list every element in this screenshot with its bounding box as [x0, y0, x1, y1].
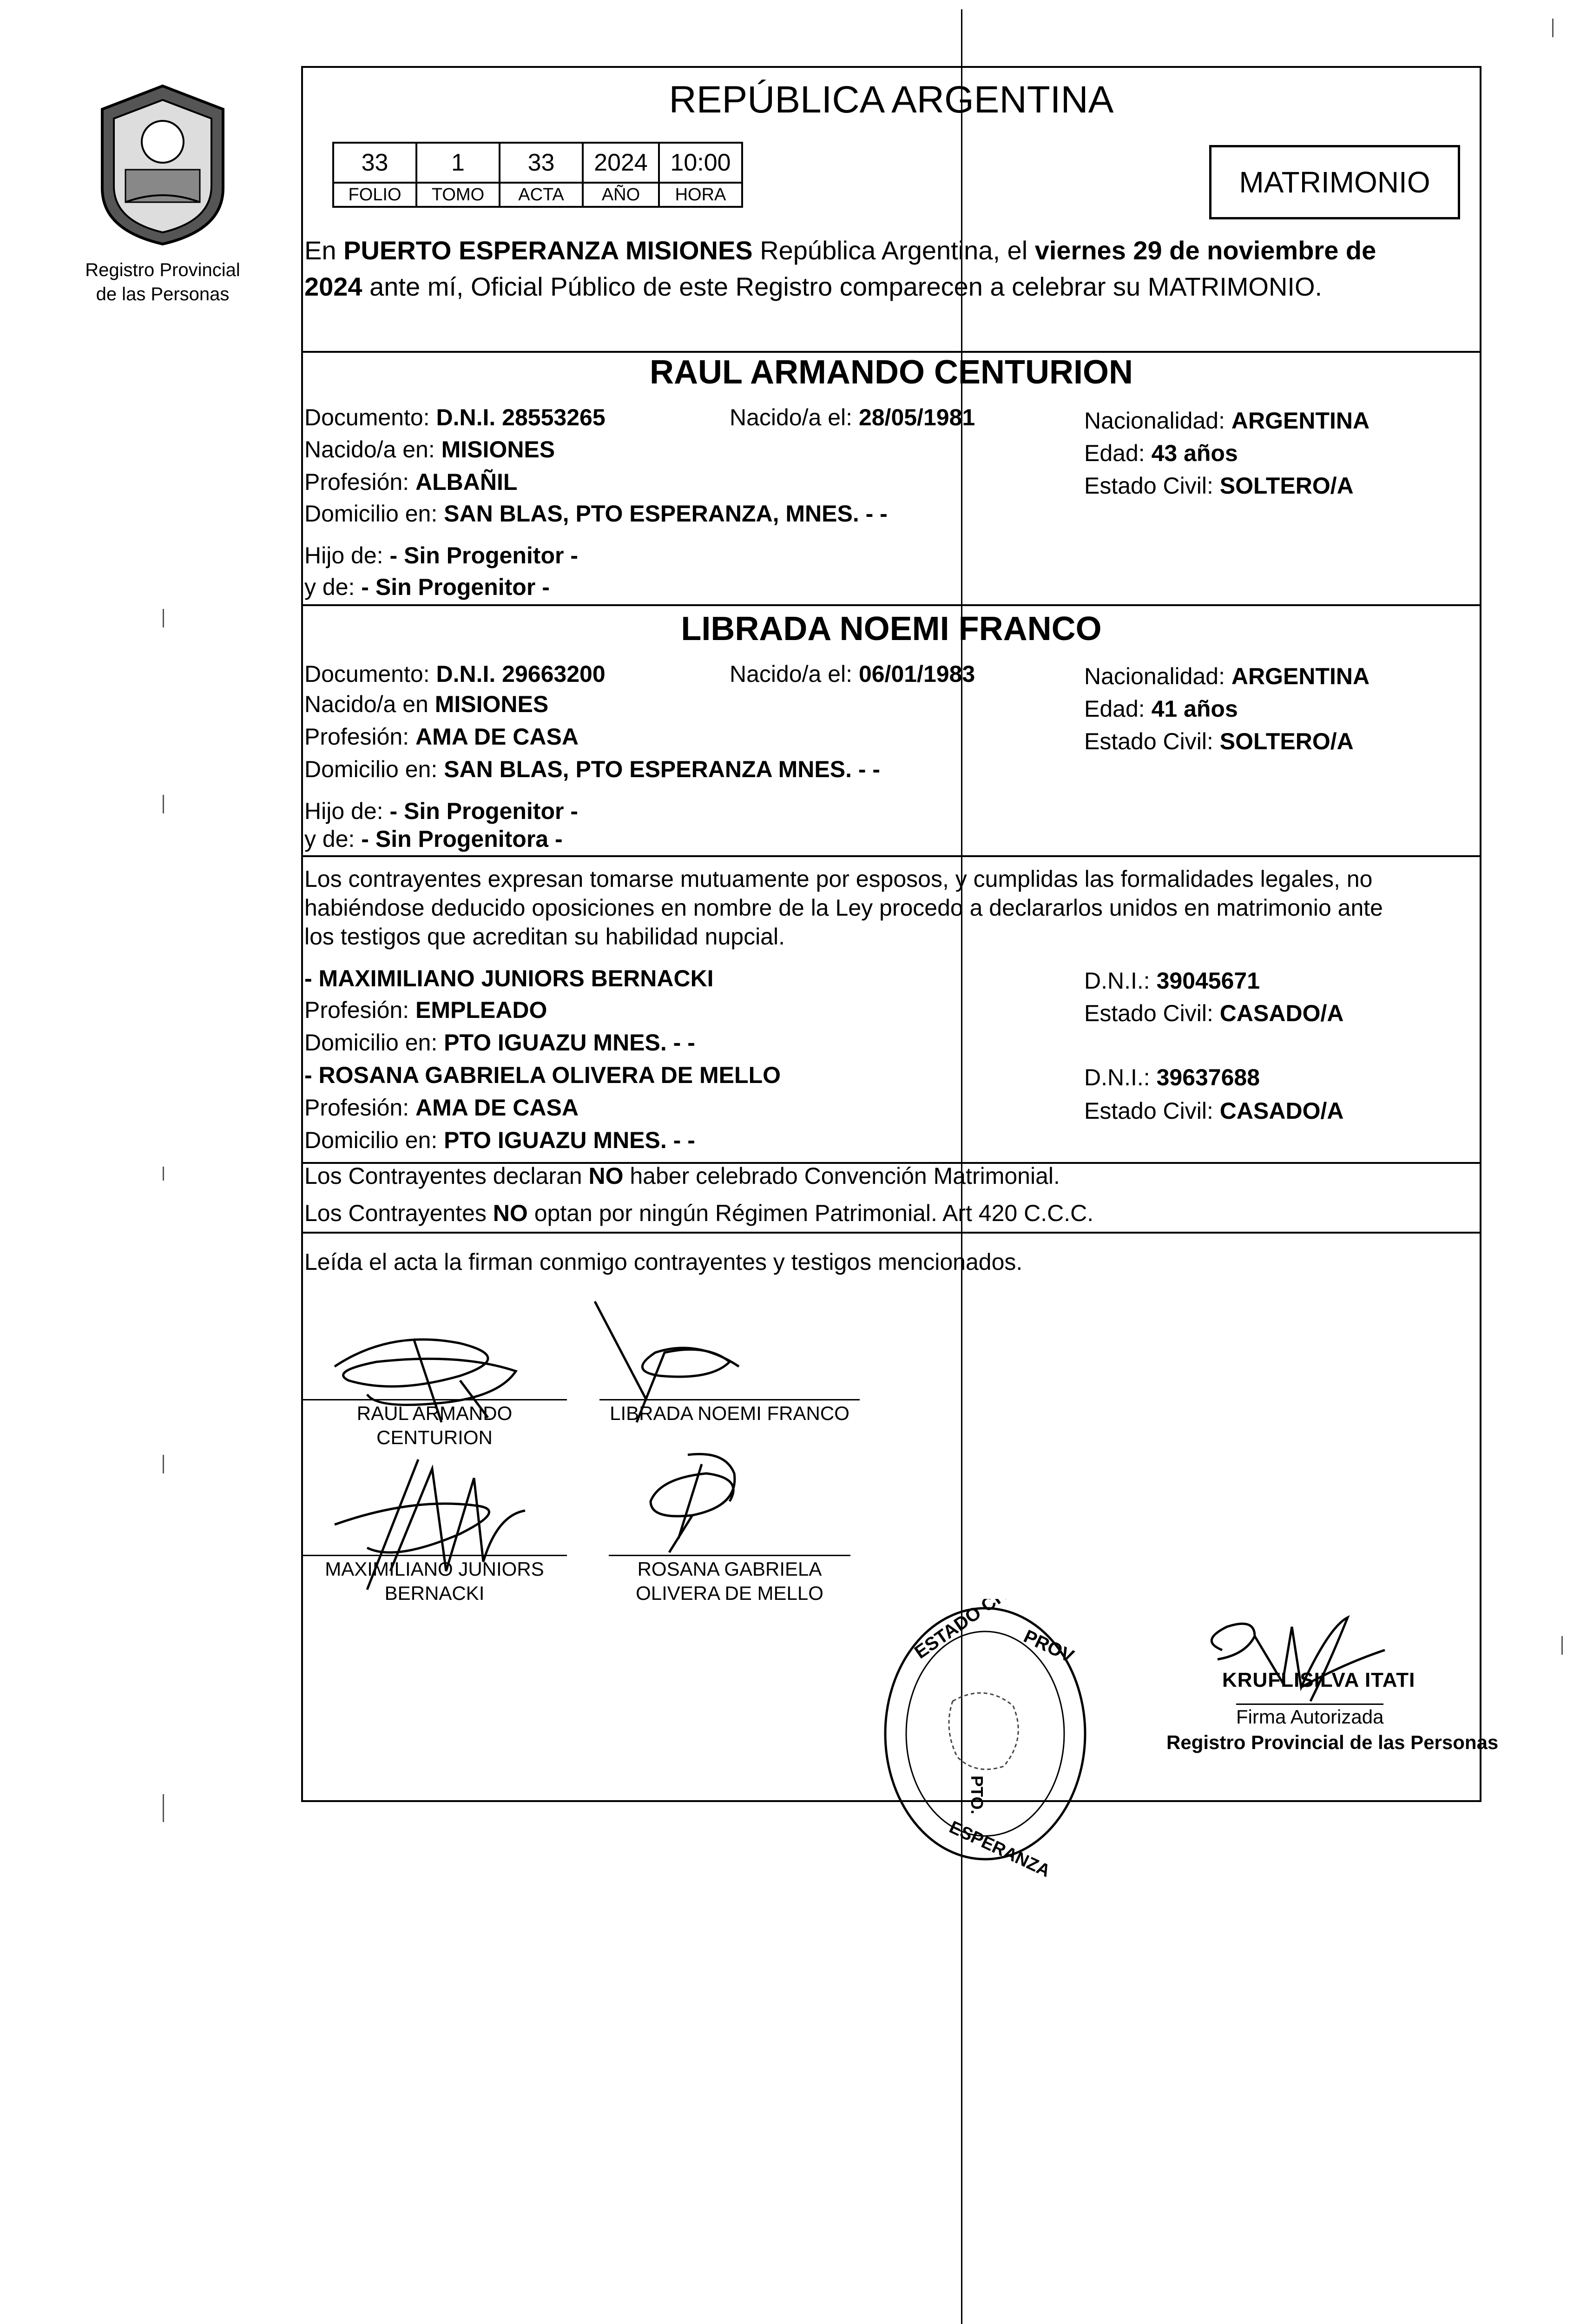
spouse1-document [304, 403, 606, 431]
label: Estado Civil: [1084, 473, 1220, 499]
intro-text-2: República Argentina, el [752, 236, 1035, 265]
declaration-line1: Los contrayentes expresan tomarse mutuamente por esposos, y cumplidas las formalidades legales, no [304, 866, 1373, 892]
value: MISIONES [434, 691, 549, 717]
intro-place: PUERTO ESPERANZA MISIONES [343, 236, 753, 265]
label: Domicilio en: [304, 501, 444, 527]
signature-label-line: CENTURION [376, 1426, 493, 1448]
label: Hijo de: [304, 542, 390, 568]
spouse1-parent2 [304, 573, 550, 601]
value: - Sin Progenitora - [361, 826, 563, 852]
witness1-dni [1084, 967, 1260, 995]
margin-tick [163, 1794, 164, 1822]
value: 06/01/1983 [858, 661, 975, 687]
official-authorized-signature: Firma Autorizada [1236, 1703, 1383, 1728]
signature-label-line: RAUL ARMANDO [356, 1402, 513, 1424]
value: D.N.I. 28553265 [436, 404, 606, 430]
regime-patrimonial [304, 1199, 1093, 1227]
label: y de: [304, 574, 362, 600]
spouse2-nationality [1084, 662, 1369, 690]
spouse2-parent1 [304, 797, 578, 825]
label: Estado Civil: [1084, 1098, 1220, 1124]
intro-date: viernes 29 de noviembre de [1034, 236, 1376, 265]
svg-text:PROV: PROV [1020, 1626, 1077, 1667]
official-signature [1190, 1608, 1403, 1717]
logo-caption-line2: de las Personas [96, 284, 230, 304]
acta-value: 33 [500, 143, 583, 183]
value: SAN BLAS, PTO ESPERANZA MNES. - - [444, 756, 881, 782]
value: D.N.I. 29663200 [436, 661, 606, 687]
value: MISIONES [441, 436, 555, 462]
margin-tick [163, 1167, 164, 1181]
folio-value: 33 [333, 143, 416, 183]
signature-label-line: OLIVERA DE MELLO [636, 1582, 823, 1604]
value: ALBAÑIL [415, 469, 518, 495]
label: Domicilio en: [304, 1127, 444, 1153]
label: Nacionalidad: [1084, 663, 1231, 689]
registry-seal-stamp [874, 1599, 1097, 1880]
text: Los Contrayentes declaran [304, 1163, 589, 1189]
witness2-address [304, 1126, 695, 1154]
label: D.N.I.: [1084, 1064, 1157, 1090]
signature-label-line: MAXIMILIANO JUNIORS [325, 1558, 544, 1580]
emphasis: NO [588, 1163, 624, 1189]
witness2-civil-status [1084, 1097, 1343, 1125]
tomo-label: TOMO [416, 183, 500, 207]
signature-scribble [623, 1446, 762, 1559]
label: Domicilio en: [304, 1030, 444, 1056]
official-registry-name [1166, 1731, 1498, 1754]
label: Domicilio en: [304, 756, 444, 782]
spouse1-parent1 [304, 541, 578, 569]
intro-year: 2024 [304, 272, 362, 301]
witness1-name: - MAXIMILIANO JUNIORS BERNACKI [304, 965, 714, 991]
text: Los Contrayentes [304, 1200, 493, 1226]
spouse2-profession [304, 723, 579, 751]
witness1-civil-status [1084, 999, 1343, 1027]
svg-text:ESTADO CIVIL: ESTADO CIVIL [910, 1599, 1028, 1663]
acta-label: ACTA [500, 183, 583, 207]
label: Profesión: [304, 469, 416, 495]
value: 39637688 [1156, 1064, 1260, 1090]
rule-spouse2 [301, 855, 1481, 857]
anio-value: 2024 [583, 143, 659, 183]
label: Nacido/a el: [730, 661, 859, 687]
value: CASADO/A [1219, 1098, 1344, 1124]
spouse1-nationality [1084, 407, 1369, 435]
signature-line [302, 1555, 567, 1556]
spouse1-age [1084, 439, 1238, 467]
logo-caption-line1: Registro Provincial [85, 260, 240, 280]
value: PTO IGUAZU MNES. - - [444, 1127, 695, 1153]
spouse2-address [304, 755, 880, 783]
intro-text-1: En [304, 236, 344, 265]
hora-value: 10:00 [659, 143, 742, 183]
label: Profesión: [304, 997, 416, 1023]
signature-label-witness1 [302, 1557, 567, 1605]
value: ARGENTINA [1231, 663, 1370, 689]
label: Nacionalidad: [1084, 408, 1231, 434]
margin-tick [1552, 19, 1554, 37]
svg-text:ESPERANZA: ESPERANZA [946, 1817, 1053, 1878]
margin-tick [163, 609, 164, 627]
spouse2-birthplace [304, 690, 548, 718]
value: - Sin Progenitor - [361, 574, 550, 600]
value: EMPLEADO [415, 997, 547, 1023]
declaration-paragraph [304, 865, 1475, 951]
rule-spouse1 [301, 604, 1481, 606]
value: SOLTERO/A [1219, 473, 1354, 499]
spouse2-birthdate [730, 660, 975, 688]
declaration-line3: los testigos que acreditan su habilidad nupcial. [304, 924, 785, 950]
margin-tick [1561, 1636, 1563, 1655]
signature-line [302, 1399, 567, 1400]
emphasis: NO [493, 1200, 528, 1226]
spouse2-age [1084, 695, 1238, 723]
witness2-name: - ROSANA GABRIELA OLIVERA DE MELLO [304, 1062, 781, 1088]
rule-regime [301, 1232, 1481, 1234]
signature-label-line: BERNACKI [384, 1582, 485, 1604]
value: 43 años [1151, 440, 1238, 466]
value: - Sin Progenitor - [389, 542, 578, 568]
reference-table [332, 142, 743, 208]
signature-line [599, 1399, 860, 1400]
label: Nacido/a en [304, 691, 435, 717]
value: 41 años [1151, 696, 1238, 722]
value: 39045671 [1156, 968, 1260, 994]
value: SAN BLAS, PTO ESPERANZA, MNES. - - [444, 501, 888, 527]
label: Hijo de: [304, 798, 390, 824]
value: CASADO/A [1219, 1000, 1344, 1026]
intro-text-3: ante mí, Oficial Público de este Registro comparecen a celebrar su MATRIMONIO. [362, 272, 1323, 301]
declaration-line2: habiéndose deducido oposiciones en nombre de la Ley procedo a declararlos unidos en matrimonio ante [304, 895, 1383, 921]
signature-label-witness2 [599, 1557, 860, 1605]
page-title: REPÚBLICA ARGENTINA [669, 79, 1114, 121]
spouse1-name: RAUL ARMANDO CENTURION [650, 354, 1133, 391]
label: Estado Civil: [1084, 1000, 1220, 1026]
signature-line [609, 1555, 850, 1556]
label: Nacido/a en: [304, 436, 441, 462]
value: SOLTERO/A [1219, 728, 1354, 754]
value: - Sin Progenitor - [389, 798, 578, 824]
value: PTO IGUAZU MNES. - - [444, 1030, 695, 1056]
witness1-profession [304, 996, 547, 1024]
rule-intro [301, 351, 1481, 353]
text: optan por ningún Régimen Patrimonial. Art 420 C.C.C. [527, 1200, 1094, 1226]
spouse2-document [304, 660, 606, 688]
document-type-box: MATRIMONIO [1209, 145, 1460, 219]
spouse2-name: LIBRADA NOEMI FRANCO [681, 610, 1102, 647]
closing-statement: Leída el acta la firman conmigo contrayentes y testigos mencionados. [304, 1249, 1023, 1275]
margin-tick [163, 795, 164, 813]
anio-label: AÑO [583, 183, 659, 207]
witness2-dni [1084, 1063, 1260, 1091]
spouse1-address [304, 500, 888, 528]
value: AMA DE CASA [415, 1095, 579, 1121]
value: 28/05/1981 [858, 404, 975, 430]
spouse1-birthdate [730, 403, 975, 431]
label: Documento: [304, 661, 436, 687]
value: AMA DE CASA [415, 724, 579, 750]
label: Profesión: [304, 1095, 416, 1121]
label: Edad: [1084, 440, 1152, 466]
official-registry-text: Registro Provincial de las Personas [1166, 1731, 1499, 1753]
witness2-profession [304, 1094, 579, 1122]
svg-text:PTO.: PTO. [968, 1776, 987, 1815]
signature-label-spouse2 [595, 1401, 864, 1426]
regime-convention [304, 1162, 1060, 1190]
province-emblem-logo [88, 81, 237, 249]
label: D.N.I.: [1084, 968, 1157, 994]
margin-tick [163, 1455, 164, 1473]
hora-label: HORA [659, 183, 742, 207]
spouse2-parent2 [304, 825, 563, 853]
witness1-address [304, 1029, 695, 1056]
logo-caption [65, 258, 260, 306]
label: Profesión: [304, 724, 416, 750]
label: Estado Civil: [1084, 728, 1220, 754]
value: ARGENTINA [1231, 408, 1370, 434]
label: Documento: [304, 404, 436, 430]
spouse1-civil-status [1084, 472, 1354, 500]
label: y de: [304, 826, 362, 852]
label: Nacido/a el: [730, 404, 859, 430]
tomo-value: 1 [416, 143, 500, 183]
intro-paragraph [304, 232, 1475, 305]
label: Edad: [1084, 696, 1152, 722]
signature-label-line: ROSANA GABRIELA [637, 1558, 822, 1580]
official-name-stamp: KRUFLISILVA ITATI [1222, 1669, 1415, 1691]
folio-label: FOLIO [333, 183, 416, 207]
text: haber celebrado Convención Matrimonial. [623, 1163, 1060, 1189]
spouse2-civil-status [1084, 727, 1354, 755]
spouse1-birthplace [304, 436, 555, 463]
signature-label-line: LIBRADA NOEMI FRANCO [610, 1402, 849, 1424]
spouse1-profession [304, 468, 517, 496]
